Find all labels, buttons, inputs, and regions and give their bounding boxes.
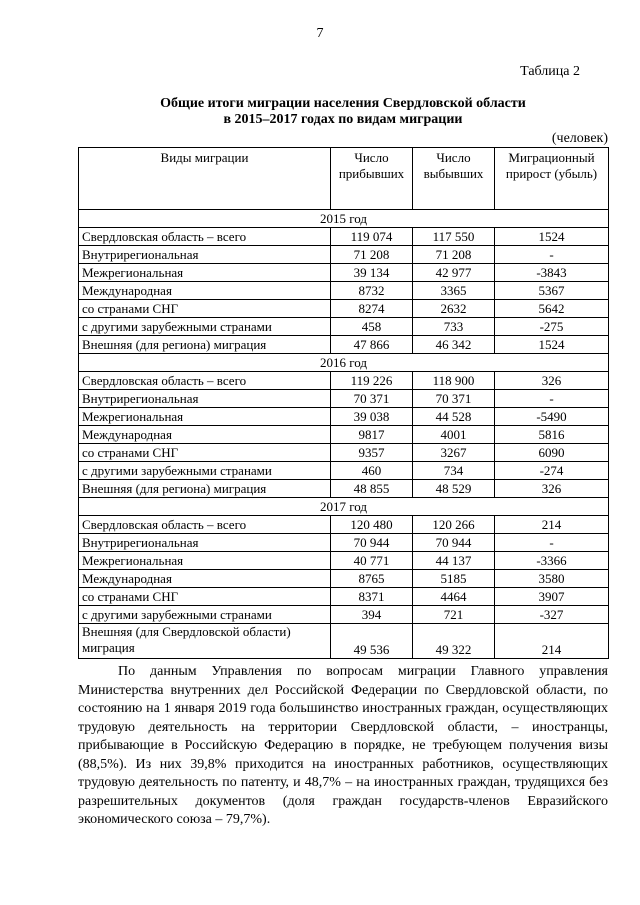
departed-value: 733 <box>413 318 495 336</box>
arrived-value: 70 944 <box>331 534 413 552</box>
departed-value: 117 550 <box>413 228 495 246</box>
row-label: Внутрирегиональная <box>79 390 331 408</box>
arrived-value: 71 208 <box>331 246 413 264</box>
table-row <box>79 246 609 264</box>
row-label: Внутрирегиональная <box>79 534 331 552</box>
table-row <box>79 408 609 426</box>
table-row <box>79 462 609 480</box>
arrived-value: 47 866 <box>331 336 413 354</box>
row-label: со странами СНГ <box>79 444 331 462</box>
net-value: 3580 <box>495 570 609 588</box>
table-row <box>79 336 609 354</box>
arrived-value: 458 <box>331 318 413 336</box>
row-label: Межрегиональная <box>79 264 331 282</box>
table-row <box>79 318 609 336</box>
arrived-value: 394 <box>331 606 413 624</box>
table-row <box>79 570 609 588</box>
net-value: -3366 <box>495 552 609 570</box>
year-label: 2015 год <box>79 210 609 228</box>
title-line-1: Общие итоги миграции населения Свердловской области <box>160 96 526 111</box>
table-row <box>79 444 609 462</box>
departed-value: 71 208 <box>413 246 495 264</box>
arrived-value: 39 038 <box>331 408 413 426</box>
net-value: 326 <box>495 480 609 498</box>
departed-value: 4001 <box>413 426 495 444</box>
row-label: Международная <box>79 426 331 444</box>
arrived-value: 8274 <box>331 300 413 318</box>
net-value: 326 <box>495 372 609 390</box>
row-label: со странами СНГ <box>79 588 331 606</box>
net-value: 5642 <box>495 300 609 318</box>
net-value: -274 <box>495 462 609 480</box>
row-label: с другими зарубежными странами <box>79 606 331 624</box>
year-label: 2017 год <box>79 498 609 516</box>
table-row <box>79 390 609 408</box>
migration-table <box>78 147 609 659</box>
row-label: со странами СНГ <box>79 300 331 318</box>
arrived-value: 9817 <box>331 426 413 444</box>
departed-value: 42 977 <box>413 264 495 282</box>
year-label: 2016 год <box>79 354 609 372</box>
departed-value: 3267 <box>413 444 495 462</box>
departed-value: 118 900 <box>413 372 495 390</box>
table-row <box>79 426 609 444</box>
row-label: Внешняя (для Свердловской области) миграция <box>79 624 331 659</box>
net-value: 3907 <box>495 588 609 606</box>
departed-value: 46 342 <box>413 336 495 354</box>
page-number: 7 <box>316 26 324 41</box>
year-row <box>79 354 609 372</box>
table-row <box>79 228 609 246</box>
arrived-value: 8732 <box>331 282 413 300</box>
net-value: -3843 <box>495 264 609 282</box>
departed-value: 44 137 <box>413 552 495 570</box>
departed-value: 70 944 <box>413 534 495 552</box>
header-arrived: Число прибывших <box>331 148 413 210</box>
departed-value: 48 529 <box>413 480 495 498</box>
net-value: 214 <box>495 624 609 659</box>
arrived-value: 119 226 <box>331 372 413 390</box>
table-row <box>79 588 609 606</box>
table-row <box>79 534 609 552</box>
table-header-row <box>79 148 609 210</box>
row-label: Межрегиональная <box>79 408 331 426</box>
arrived-value: 70 371 <box>331 390 413 408</box>
body-paragraph: По данным Управления по вопросам миграции Главного управления Министерства внутренних дел Российской Федерации по Свердловской области, по состоянию на 1 января 2019 года большинство иностранных граждан, осуществляющих трудовую деятельность на территории Свердловской области, – иностранцы, прибывающие в Российскую Федерацию в порядке, не требующем получения визы (88,5%). Из них 39,8% приходится на иностранных работников, осуществляющих трудовую деятельность по патенту, и 48,7% – на иностранных граждан, трудящихся без разрешительных документов (доля граждан государств-членов Евразийского экономического союза – 79,7%). <box>78 664 608 827</box>
header-migration-type: Виды миграции <box>79 148 331 210</box>
net-value: -327 <box>495 606 609 624</box>
row-label: Международная <box>79 570 331 588</box>
departed-value: 2632 <box>413 300 495 318</box>
departed-value: 5185 <box>413 570 495 588</box>
net-value: 214 <box>495 516 609 534</box>
row-label: с другими зарубежными странами <box>79 318 331 336</box>
row-label: Внешняя (для региона) миграция <box>79 336 331 354</box>
departed-value: 3365 <box>413 282 495 300</box>
units-note: (человек) <box>551 131 608 146</box>
net-value: 5367 <box>495 282 609 300</box>
row-label: Свердловская область – всего <box>79 516 331 534</box>
table-row <box>79 264 609 282</box>
arrived-value: 9357 <box>331 444 413 462</box>
departed-value: 721 <box>413 606 495 624</box>
table-row <box>79 300 609 318</box>
table-row <box>79 624 609 659</box>
header-departed: Число выбывших <box>413 148 495 210</box>
net-value: 5816 <box>495 426 609 444</box>
row-label: Внешняя (для региона) миграция <box>79 480 331 498</box>
net-value: 1524 <box>495 336 609 354</box>
arrived-value: 8765 <box>331 570 413 588</box>
row-label: Свердловская область – всего <box>79 372 331 390</box>
departed-value: 4464 <box>413 588 495 606</box>
departed-value: 120 266 <box>413 516 495 534</box>
arrived-value: 48 855 <box>331 480 413 498</box>
net-value: - <box>495 246 609 264</box>
table-row <box>79 606 609 624</box>
row-label: Внутрирегиональная <box>79 246 331 264</box>
table-body <box>79 210 609 659</box>
net-value: -5490 <box>495 408 609 426</box>
net-value: - <box>495 390 609 408</box>
departed-value: 44 528 <box>413 408 495 426</box>
departed-value: 70 371 <box>413 390 495 408</box>
row-label: Свердловская область – всего <box>79 228 331 246</box>
row-label: Международная <box>79 282 331 300</box>
arrived-value: 8371 <box>331 588 413 606</box>
departed-value: 49 322 <box>413 624 495 659</box>
arrived-value: 119 074 <box>331 228 413 246</box>
arrived-value: 120 480 <box>331 516 413 534</box>
net-value: 6090 <box>495 444 609 462</box>
title-line-2: в 2015–2017 годах по видам миграции <box>223 112 463 127</box>
net-value: -275 <box>495 318 609 336</box>
table-row <box>79 372 609 390</box>
departed-value: 734 <box>413 462 495 480</box>
arrived-value: 40 771 <box>331 552 413 570</box>
row-label: с другими зарубежными странами <box>79 462 331 480</box>
header-net-migration: Миграционный прирост (убыль) <box>495 148 609 210</box>
net-value: 1524 <box>495 228 609 246</box>
table-row <box>79 480 609 498</box>
year-row <box>79 210 609 228</box>
arrived-value: 49 536 <box>331 624 413 659</box>
year-row <box>79 498 609 516</box>
row-label: Межрегиональная <box>79 552 331 570</box>
table-row <box>79 552 609 570</box>
table-row <box>79 516 609 534</box>
table-label: Таблица 2 <box>520 64 580 79</box>
table-title <box>78 96 608 128</box>
table-row <box>79 282 609 300</box>
arrived-value: 39 134 <box>331 264 413 282</box>
net-value: - <box>495 534 609 552</box>
arrived-value: 460 <box>331 462 413 480</box>
